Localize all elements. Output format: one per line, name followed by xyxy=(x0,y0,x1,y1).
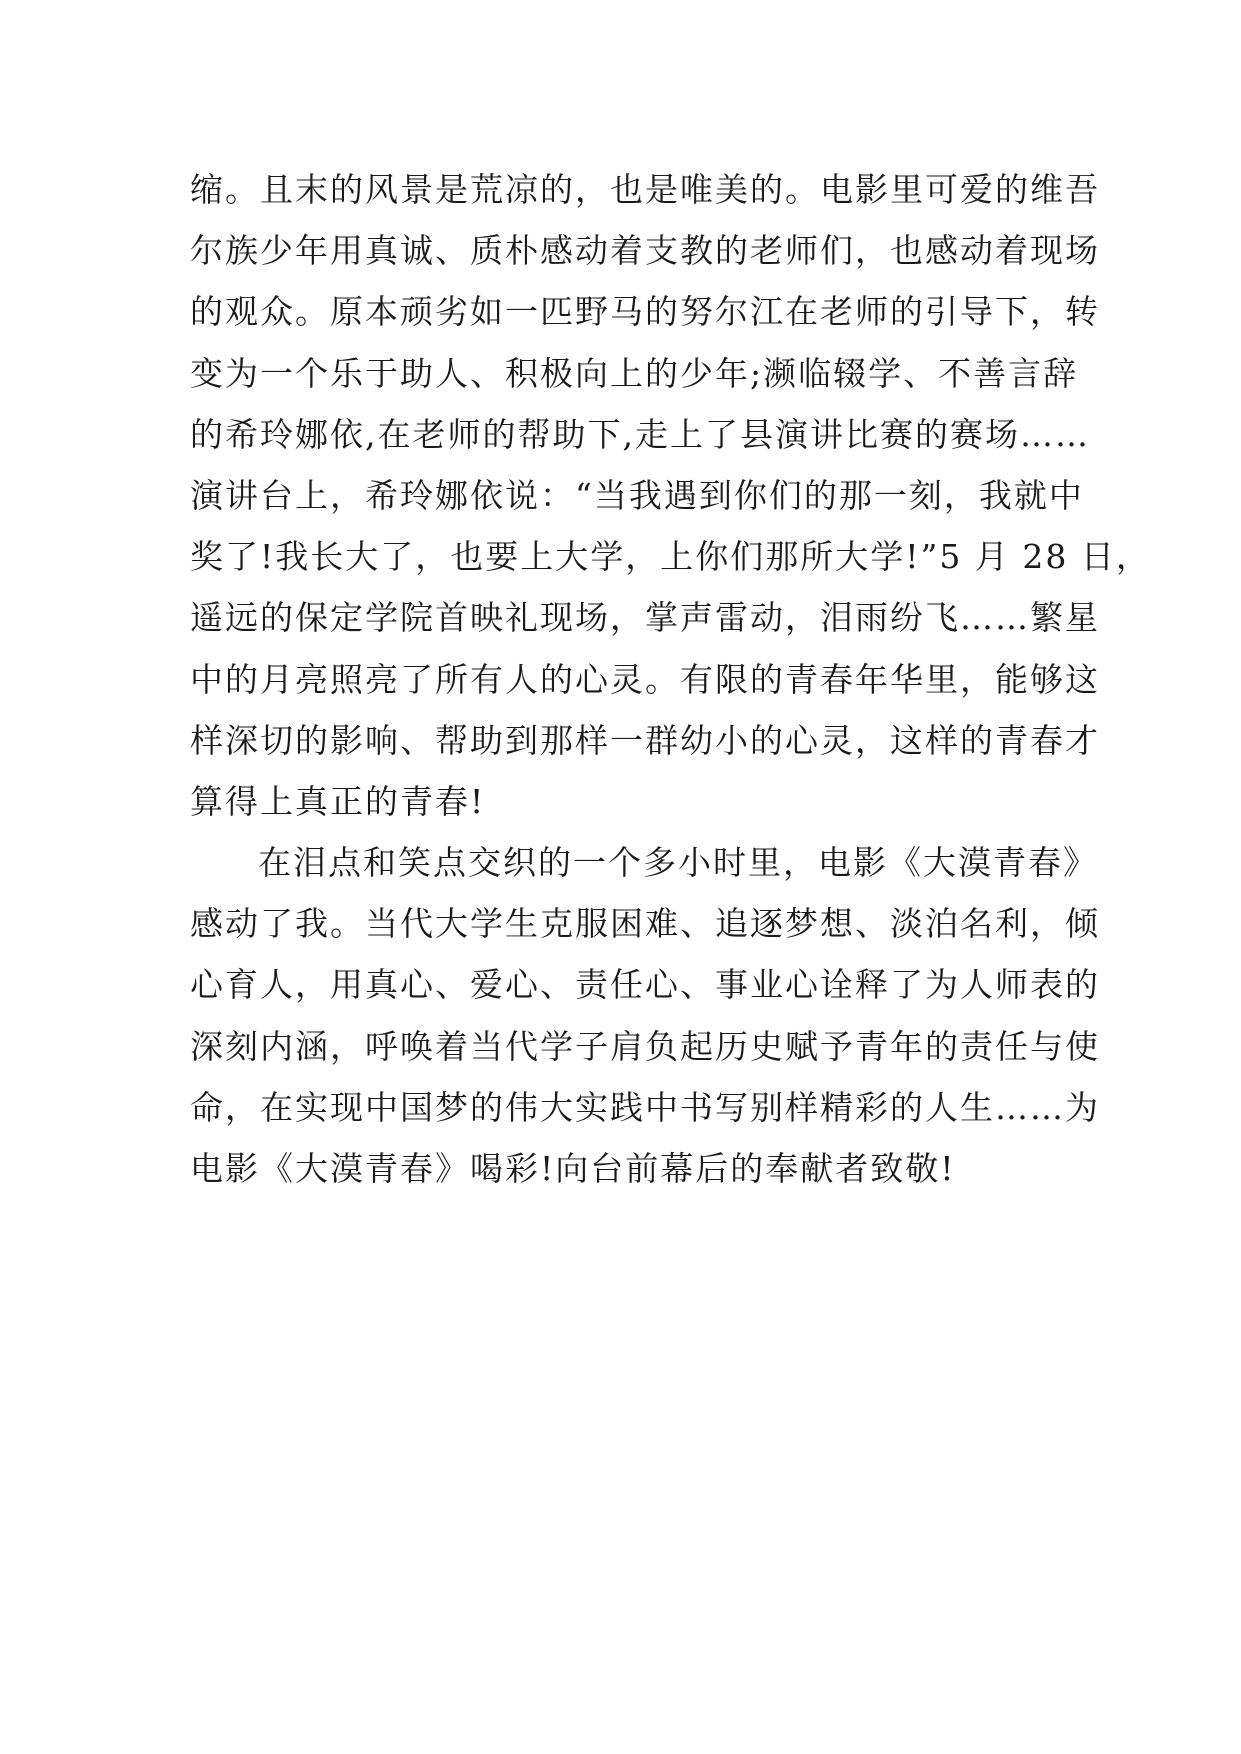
text-line: 深刻内涵，呼唤着当代学子肩负起历史赋予青年的责任与使 xyxy=(190,1026,1100,1066)
text-line: 中的月亮照亮了所有人的心灵。有限的青春年华里，能够这 xyxy=(190,659,1100,699)
paragraph-1 xyxy=(190,159,1151,832)
text-line: 心育人，用真心、爱心、责任心、事业心诠释了为人师表的 xyxy=(190,965,1100,1005)
text-line: 变为一个乐于助人、积极向上的少年;濒临辍学、不善言辞 xyxy=(190,353,1079,393)
text-line: 缩。且末的风景是荒凉的，也是唯美的。电影里可爱的维吾 xyxy=(190,170,1100,209)
text-line: 感动了我。当代大学生克服困难、追逐梦想、淡泊名利，倾 xyxy=(190,904,1100,944)
text-line: 电影《大漠青春》喝彩!向台前幕后的奉献者致敬! xyxy=(190,1149,956,1188)
text-line: 算得上真正的青春! xyxy=(190,781,486,821)
text-line: 命，在实现中国梦的伟大实践中书写别样精彩的人生……为 xyxy=(190,1087,1100,1127)
text-line: 奖了!我长大了，也要上大学，上你们那所大学!”5 月 28 日， xyxy=(190,537,1151,577)
text-line: 演讲台上，希玲娜依说：“当我遇到你们的那一刻，我就中 xyxy=(190,475,1084,515)
text-line: 的观众。原本顽劣如一匹野马的努尔江在老师的引导下，转 xyxy=(190,292,1100,332)
text-line: 尔族少年用真诚、质朴感动着支教的老师们，也感动着现场 xyxy=(190,231,1100,271)
text-line: 样深切的影响、帮助到那样一群幼小的心灵，这样的青春才 xyxy=(190,720,1100,760)
paragraph-2 xyxy=(190,832,1100,1199)
document-body xyxy=(190,159,1151,1199)
text-line: 的希玲娜依,在老师的帮助下,走上了县演讲比赛的赛场…… xyxy=(190,414,1090,454)
text-line: 在泪点和笑点交织的一个多小时里，电影《大漠青春》 xyxy=(258,843,1098,883)
text-line: 遥远的保定学院首映礼现场，掌声雷动，泪雨纷飞……繁星 xyxy=(190,598,1100,638)
